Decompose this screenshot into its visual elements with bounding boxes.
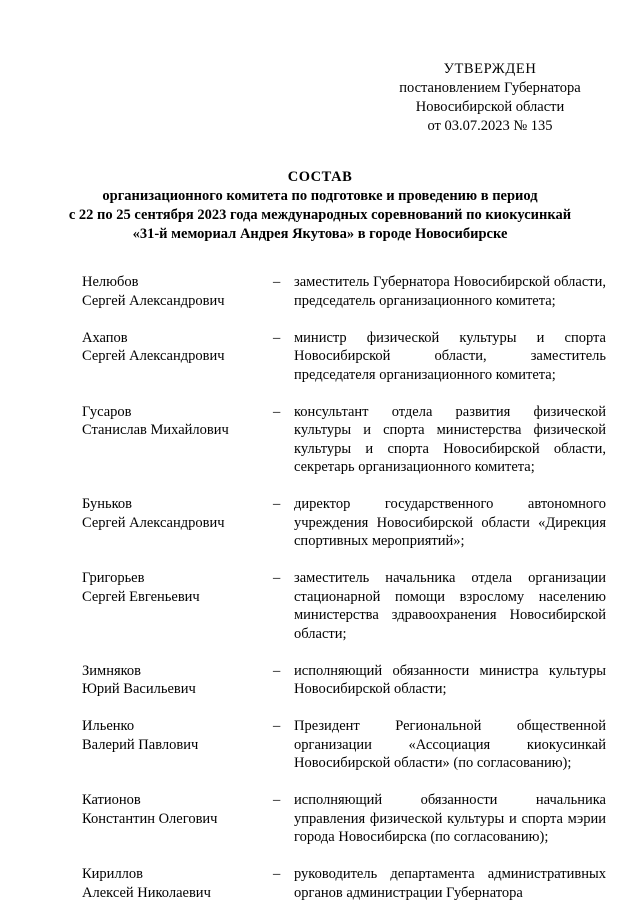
approval-heading: УТВЕРЖДЕН <box>443 61 537 77</box>
member-name <box>82 495 272 532</box>
member-surname: Зимняков <box>82 662 142 679</box>
member-name <box>82 865 272 902</box>
member-name <box>82 273 272 310</box>
separator-dash: – <box>273 792 281 808</box>
member-role: заместитель начальника отдела организации стационарной помощи взрослому населению министерства здравоохранения Новосибирской области; <box>294 570 606 642</box>
member-name <box>82 403 272 440</box>
member-role: Президент Региональной общественной организации «Ассоциация киокусинкай Новосибирской области» (по согласованию); <box>294 718 606 771</box>
committee-member-list <box>82 273 606 921</box>
member-name <box>82 329 272 366</box>
separator-dash: – <box>273 718 281 734</box>
member-name <box>82 717 272 754</box>
member-given-names: Сергей Евгеньевич <box>82 588 200 605</box>
member-row <box>82 865 606 902</box>
member-surname: Ильенко <box>82 718 135 734</box>
separator-dash: – <box>273 570 281 586</box>
approval-stamp-block <box>380 60 600 136</box>
member-row <box>82 273 606 310</box>
member-given-names: Константин Олегович <box>82 810 218 827</box>
separator-dash: – <box>273 496 281 512</box>
separator-dash: – <box>273 866 281 882</box>
member-name <box>82 569 272 606</box>
document-title-block <box>40 168 600 244</box>
member-row <box>82 662 606 699</box>
document-subtitle-line: организационного комитета по подготовке и проведению в период <box>102 188 538 204</box>
member-row <box>82 791 606 847</box>
member-surname: Кириллов <box>82 866 144 882</box>
member-role: заместитель Губернатора Новосибирской области, председатель организационного комитета; <box>294 274 606 309</box>
member-role: консультант отдела развития физической культуры и спорта министерства физической культуры и спорта Новосибирской области, секретарь организационного комитета; <box>294 403 606 475</box>
member-surname: Катионов <box>82 792 141 808</box>
member-role: исполняющий обязанности министра культуры Новосибирской области; <box>294 662 606 697</box>
member-row <box>82 329 606 385</box>
document-subtitle-line: «31-й мемориал Андрея Якутова» в городе Новосибирске <box>132 226 508 242</box>
approval-line: Новосибирской области <box>415 99 565 115</box>
member-role: руководитель департамента административных органов администрации Губернатора <box>294 866 606 901</box>
document-subtitle-line: с 22 по 25 сентября 2023 года международных соревнований по киокусинкай <box>68 207 572 223</box>
member-given-names: Станислав Михайлович <box>82 422 229 438</box>
member-given-names: Сергей Александрович <box>82 348 225 364</box>
member-row <box>82 495 606 551</box>
member-row <box>82 717 606 773</box>
approval-line: постановлением Губернатора <box>399 80 581 96</box>
member-given-names: Сергей Александрович <box>82 292 225 309</box>
member-surname: Григорьев <box>82 570 145 586</box>
member-row <box>82 569 606 643</box>
separator-dash: – <box>273 274 281 290</box>
separator-dash: – <box>273 662 281 679</box>
document-title: СОСТАВ <box>287 169 353 185</box>
member-surname: Нелюбов <box>82 274 139 290</box>
separator-dash: – <box>273 403 281 420</box>
approval-line: от 03.07.2023 № 135 <box>427 118 553 134</box>
member-role: министр физической культуры и спорта Новосибирской области, заместитель председателя организационного комитета; <box>294 329 606 383</box>
member-role: директор государственного автономного учреждения Новосибирской области «Дирекция спортивных мероприятий»; <box>294 496 606 549</box>
member-given-names: Юрий Васильевич <box>82 681 196 697</box>
member-given-names: Сергей Александрович <box>82 514 225 531</box>
separator-dash: – <box>273 329 281 346</box>
member-surname: Гусаров <box>82 403 132 420</box>
member-given-names: Алексей Николаевич <box>82 884 211 901</box>
member-name <box>82 791 272 828</box>
member-surname: Буньков <box>82 496 132 512</box>
member-role: исполняющий обязанности начальника управления физической культуры и спорта мэрии города Новосибирска (по согласованию); <box>294 792 606 845</box>
member-name <box>82 662 272 699</box>
member-given-names: Валерий Павлович <box>82 736 199 753</box>
member-surname: Ахапов <box>82 329 128 346</box>
member-row <box>82 403 606 477</box>
